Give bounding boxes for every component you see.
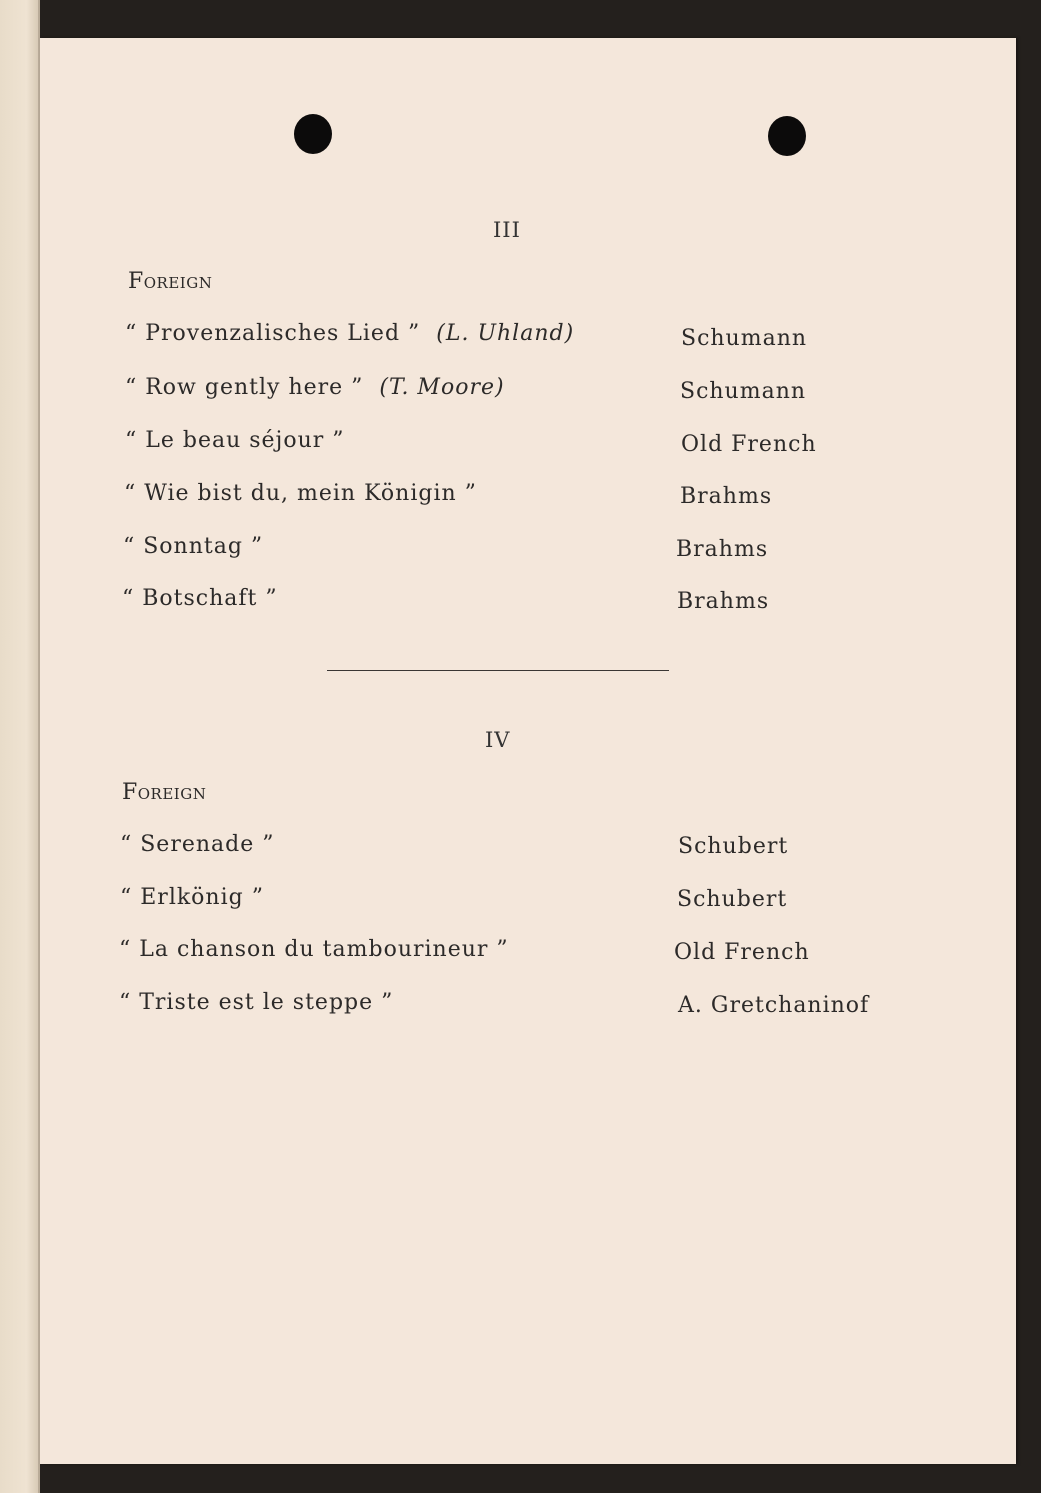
composer-name: Brahms xyxy=(677,589,770,614)
section-heading: Foreign xyxy=(128,269,213,294)
section-heading: Foreign xyxy=(122,780,207,805)
song-title-text: “ Provenzalisches Lied ” xyxy=(125,321,421,346)
composer-name: Schubert xyxy=(678,834,789,859)
song-title: “ Wie bist du, mein Königin ” xyxy=(124,481,477,506)
composer-name: Brahms xyxy=(676,537,769,562)
punch-hole-left xyxy=(294,114,332,154)
song-title: “ Erlkönig ” xyxy=(120,885,264,910)
section-numeral: III xyxy=(493,218,521,242)
song-title: “ La chanson du tambourineur ” xyxy=(119,937,509,962)
composer-name: Brahms xyxy=(680,484,773,509)
composer-name: A. Gretchaninof xyxy=(678,993,870,1018)
composer-name: Old French xyxy=(681,432,817,457)
poet-name: (T. Moore) xyxy=(379,375,505,400)
composer-name: Schumann xyxy=(681,326,808,351)
song-title xyxy=(125,321,574,346)
adjacent-page-edge xyxy=(0,0,40,1493)
song-title-text: “ Row gently here ” xyxy=(125,375,364,400)
song-title: “ Botschaft ” xyxy=(122,586,278,611)
song-title xyxy=(125,375,505,400)
song-title: “ Sonntag ” xyxy=(123,534,264,559)
program-page xyxy=(40,38,1016,1464)
song-title: “ Serenade ” xyxy=(120,832,275,857)
section-divider xyxy=(327,670,669,671)
section-numeral: IV xyxy=(485,728,511,752)
composer-name: Schubert xyxy=(677,887,788,912)
composer-name: Old French xyxy=(674,940,810,965)
composer-name: Schumann xyxy=(680,379,807,404)
punch-hole-right xyxy=(768,116,806,156)
song-title: “ Le beau séjour ” xyxy=(125,428,345,453)
poet-name: (L. Uhland) xyxy=(436,321,575,346)
song-title: “ Triste est le steppe ” xyxy=(119,990,394,1015)
